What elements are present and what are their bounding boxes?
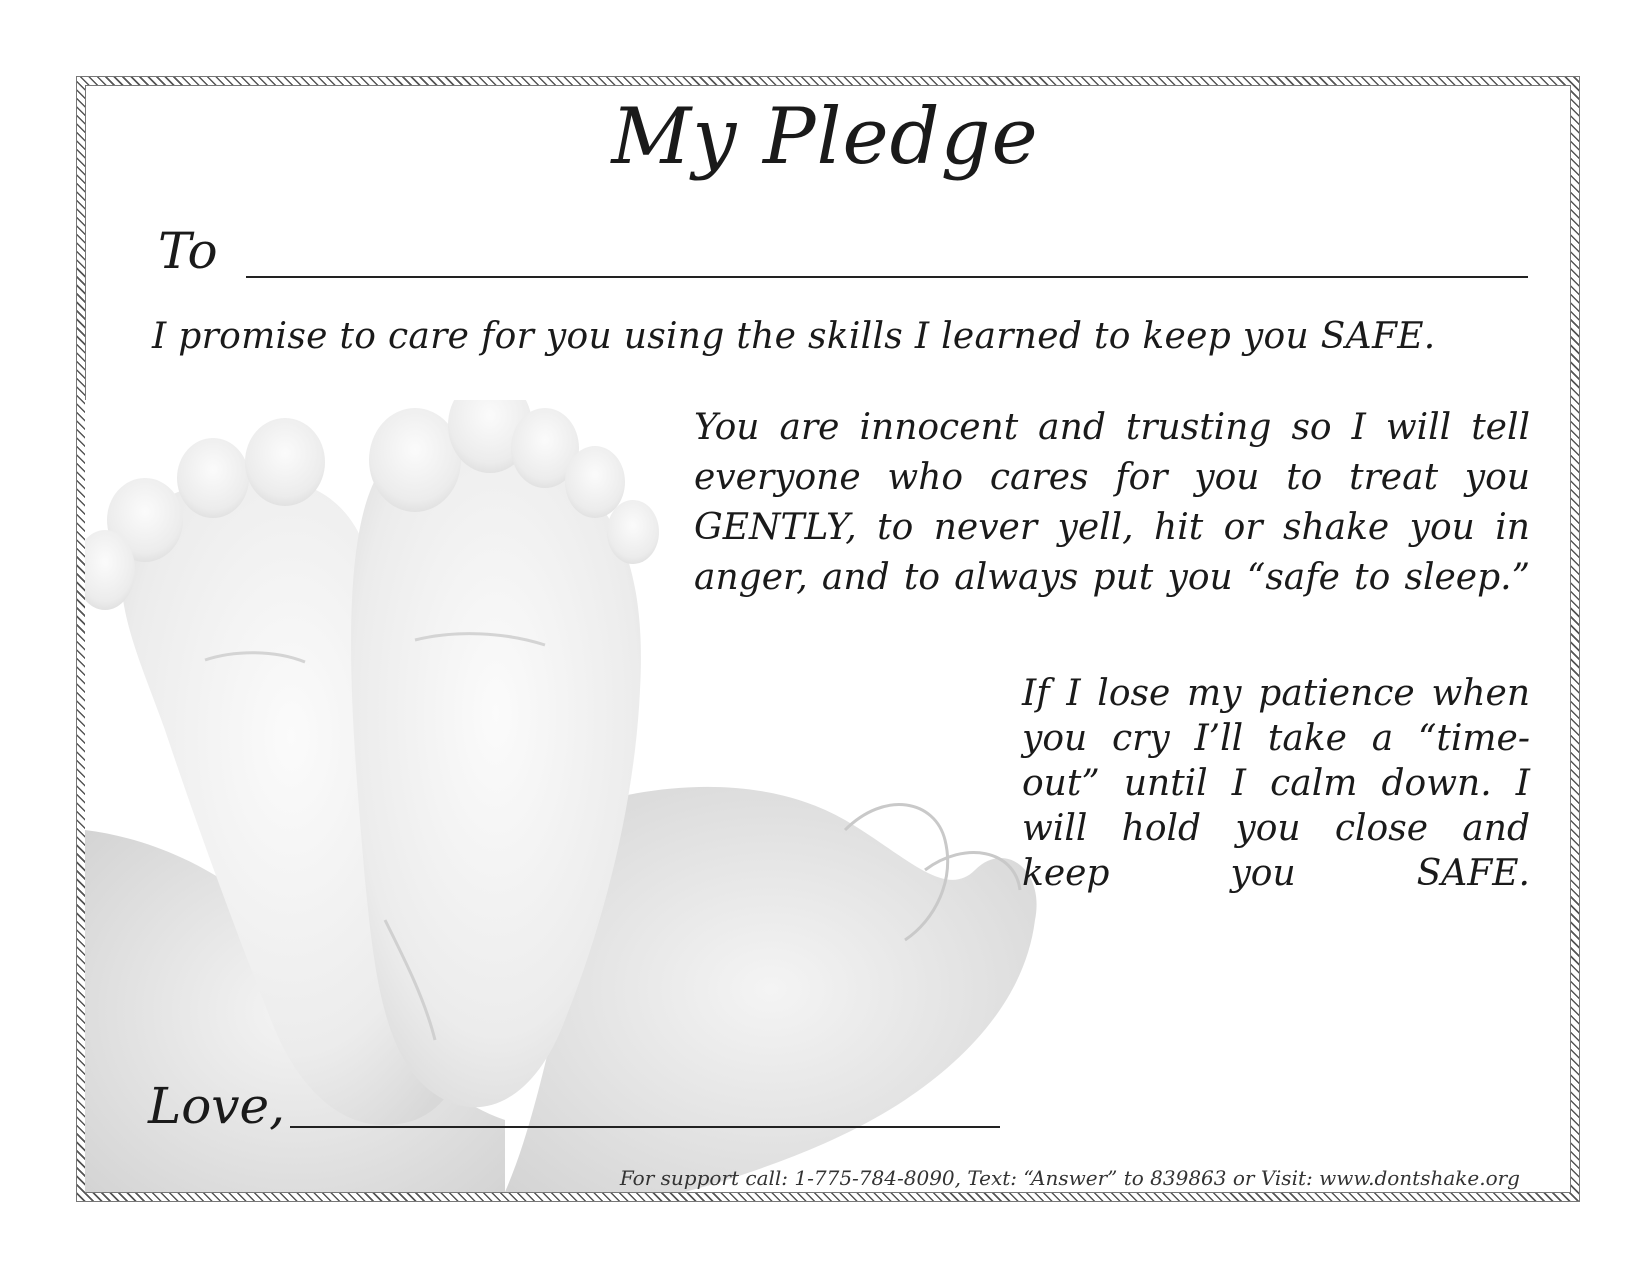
love-label: Love, (148, 1077, 286, 1135)
support-contact-line: For support call: 1-775-784-8090, Text: “Answer” to 839863 or Visit: www.dontshake.org (619, 1166, 1520, 1190)
to-label: To (158, 222, 218, 280)
page-title: My Pledge (611, 92, 1039, 182)
recipient-name-line[interactable] (246, 276, 1528, 278)
signature-line[interactable] (290, 1126, 1000, 1128)
promise-statement: I promise to care for you using the skills I learned to keep you SAFE. (152, 316, 1436, 357)
pledge-paragraph-gentle: You are innocent and trusting so I will tell everyone who cares for you to treat you GENTLY, to never yell, hit or shake you in anger, and to always put you “safe to sleep.” (694, 407, 1530, 598)
pledge-paragraph-patience: If I lose my patience when you cry I’ll take a “time-out” until I calm down. I will hold you close and keep you SAFE. (1022, 673, 1530, 894)
